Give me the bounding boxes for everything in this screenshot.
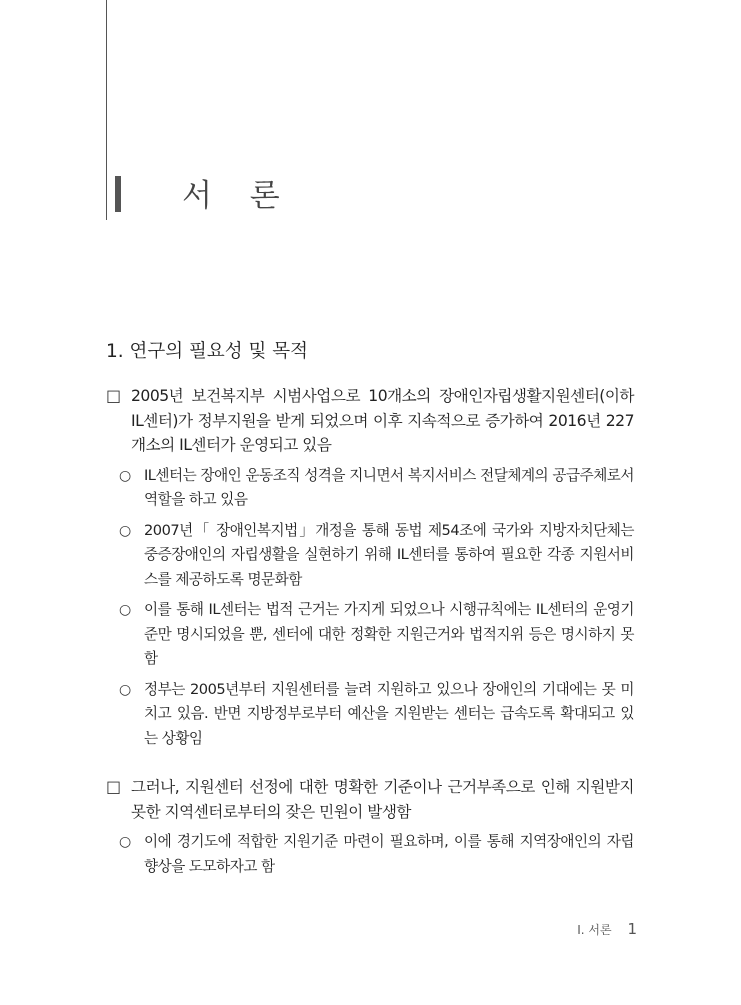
footer-chapter-label: Ⅰ. 서론	[577, 923, 612, 937]
list-item	[106, 598, 634, 672]
square-bullet-icon: □	[106, 777, 121, 796]
circle-bullet-icon: ○	[119, 602, 131, 618]
list-item-text: 그러나, 지원센터 선정에 대한 명확한 기준이나 근거부족으로 인해 지원받지 못한 지역센터로부터의 잦은 민원이 발생함	[131, 778, 634, 821]
list-item-text: 이에 경기도에 적합한 지원기준 마련이 필요하며, 이를 통해 지역장애인의 자립향상을 도모하자고 함	[144, 833, 634, 875]
chapter-vertical-rule	[106, 0, 107, 220]
chapter-title: 서 론	[182, 178, 294, 214]
square-bullet-icon: □	[106, 386, 121, 405]
circle-bullet-icon: ○	[119, 467, 131, 484]
list-item-text: 2007년「 장애인복지법」개정을 통해 동법 제54조에 국가와 지방자치단체는 중증장애인의 자립생활을 실현하기 위해 IL센터를 통하여 필요한 각종 지원서비스를 제공하도록 명문화함	[144, 521, 634, 588]
list-item-text: 2005년 보건복지부 시범사업으로 10개소의 장애인자립생활지원센터(이하 IL센터)가 정부지원을 받게 되었으며 이후 지속적으로 증가하여 2016년 227개소의 IL센터가 운영되고 있음	[131, 387, 634, 454]
list-item	[106, 830, 634, 879]
list-item	[106, 464, 634, 513]
list-item	[106, 678, 634, 752]
circle-bullet-icon: ○	[119, 834, 131, 850]
section-heading: 1. 연구의 필요성 및 목적	[106, 341, 309, 362]
list-item	[106, 519, 634, 593]
list-item-text: 이를 통해 IL센터는 법적 근거는 가지게 되었으나 시행규칙에는 IL센터의 운영기준만 명시되었을 뿐, 센터에 대한 정확한 지원근거와 법적지위 등은 명시하지 못함	[144, 601, 634, 667]
page-number: 1	[627, 920, 637, 938]
list-item	[106, 384, 634, 458]
chapter-marker-bar	[115, 176, 121, 212]
circle-bullet-icon: ○	[119, 681, 131, 698]
page-footer	[577, 920, 637, 938]
body-content	[106, 384, 634, 879]
list-item-text: IL센터는 장애인 운동조직 성격을 지니면서 복지서비스 전달체계의 공급주체로서 역할을 하고 있음	[144, 466, 634, 508]
list-item	[106, 775, 634, 824]
list-item-text: 정부는 2005년부터 지원센터를 늘려 지원하고 있으나 장애인의 기대에는 못 미치고 있음. 반면 지방정부로부터 예산을 지원받는 센터는 급속도록 확대되고 있는 상황임	[144, 680, 634, 747]
circle-bullet-icon: ○	[119, 522, 131, 539]
